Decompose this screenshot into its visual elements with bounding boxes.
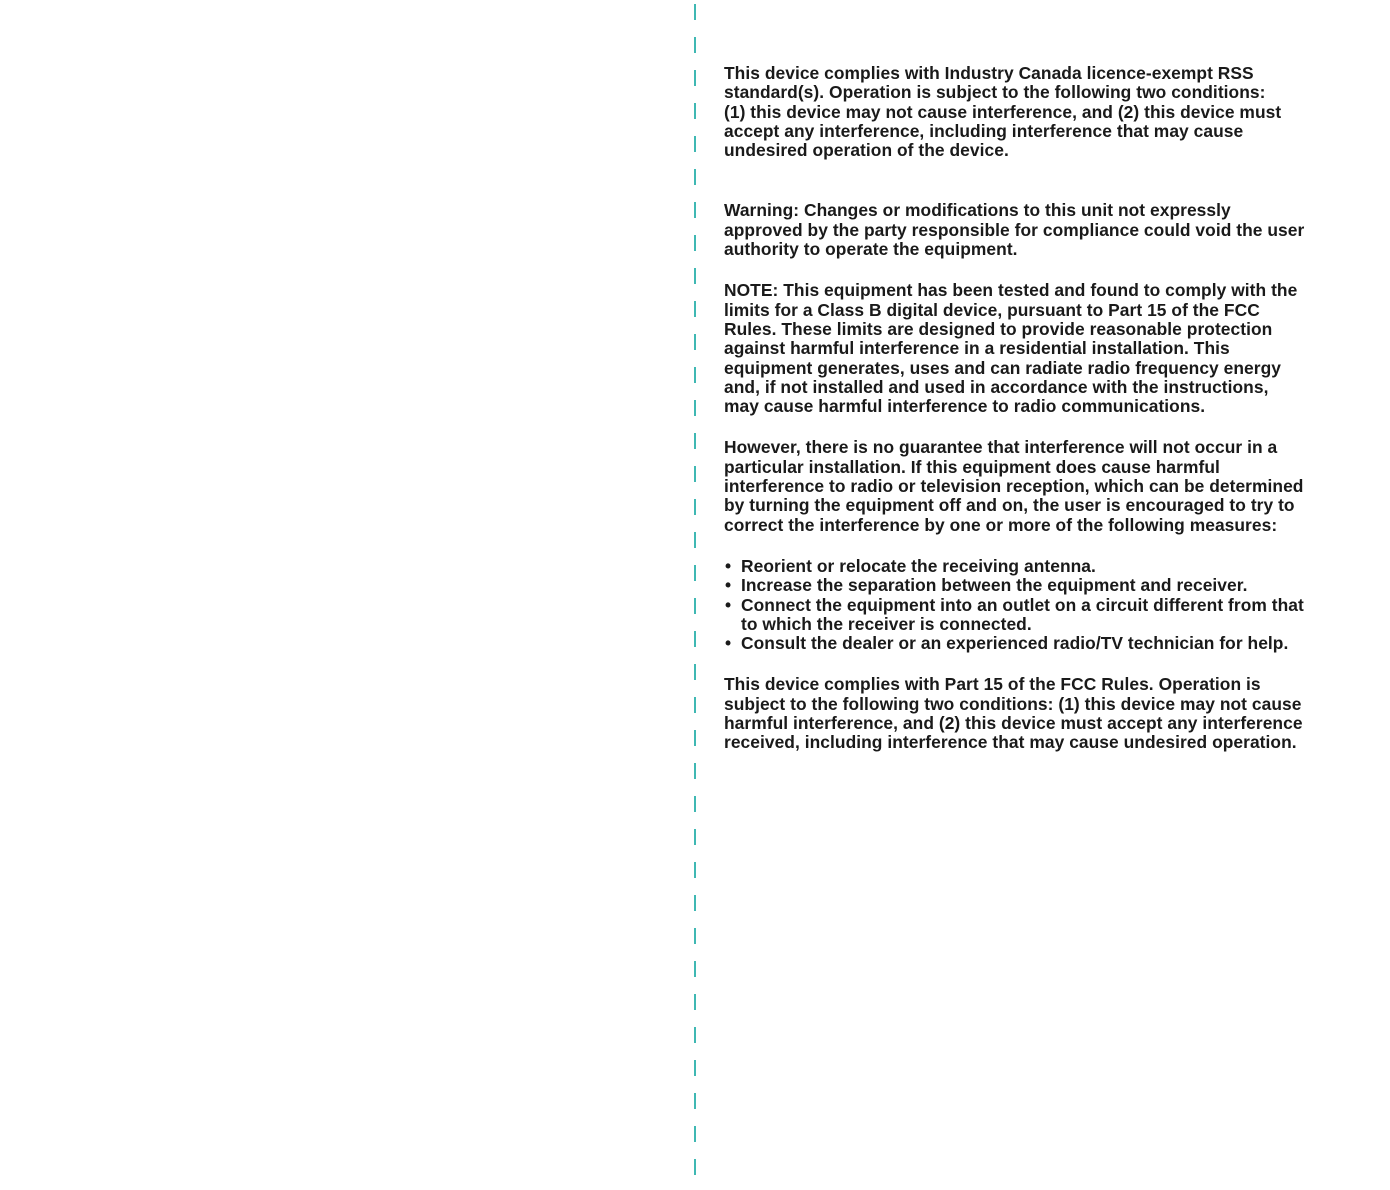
list-item (724, 576, 1374, 595)
fcc-note-paragraph: NOTE: This equipment has been tested and found to comply with the limits for a Class B digital device, pursuant to Part 15 of the FCC Rules. These limits are designed to provide reasonable protection against harmful interference in a residential installation. This equipment generates, uses and can radiate radio frequency energy and, if not installed and used in accordance with the instructions, may cause harmful interference to radio communications. (724, 280, 1298, 417)
bullet-icon: • (725, 594, 732, 615)
measure-text: Increase the separation between the equipment and receiver. (741, 575, 1248, 596)
measure-text: Reorient or relocate the receiving antenna. (741, 555, 1096, 576)
measure-text: Consult the dealer or an experienced radio/TV technician for help. (741, 633, 1289, 654)
industry-canada-statement: This device complies with Industry Canada licence-exempt RSS standard(s). Operation is subject to the following two conditions: (1) this device may not cause interference, and (2) this device must accept any interference, including interference that may cause undesired operation of the device. (724, 63, 1282, 161)
list-item (724, 596, 1374, 635)
corrective-measures-list (724, 557, 1374, 653)
bullet-icon: • (725, 555, 732, 576)
bullet-icon: • (725, 575, 732, 596)
warning-paragraph: Warning: Changes or modifications to this unit not expressly approved by the party responsible for compliance could void the user authority to operate the equipment. (724, 200, 1305, 260)
list-item (724, 557, 1374, 576)
interference-guarantee-paragraph: However, there is no guarantee that interference will not occur in a particular installation. If this equipment does cause harmful interference to radio or television reception, which can be determined by turning the equipment off and on, the user is encouraged to try to correct the interference by one or more of the following measures: (724, 437, 1304, 535)
compliance-text-column (724, 64, 1374, 753)
fold-line-divider (694, 0, 696, 1190)
measure-text: Connect the equipment into an outlet on a circuit different from that to which the receiver is connected. (741, 594, 1304, 634)
bullet-icon: • (725, 633, 732, 654)
list-item (724, 634, 1374, 653)
fcc-part15-statement: This device complies with Part 15 of the FCC Rules. Operation is subject to the following two conditions: (1) this device may not cause harmful interference, and (2) this device must accept any interference received, including interference that may cause undesired operation. (724, 674, 1303, 753)
